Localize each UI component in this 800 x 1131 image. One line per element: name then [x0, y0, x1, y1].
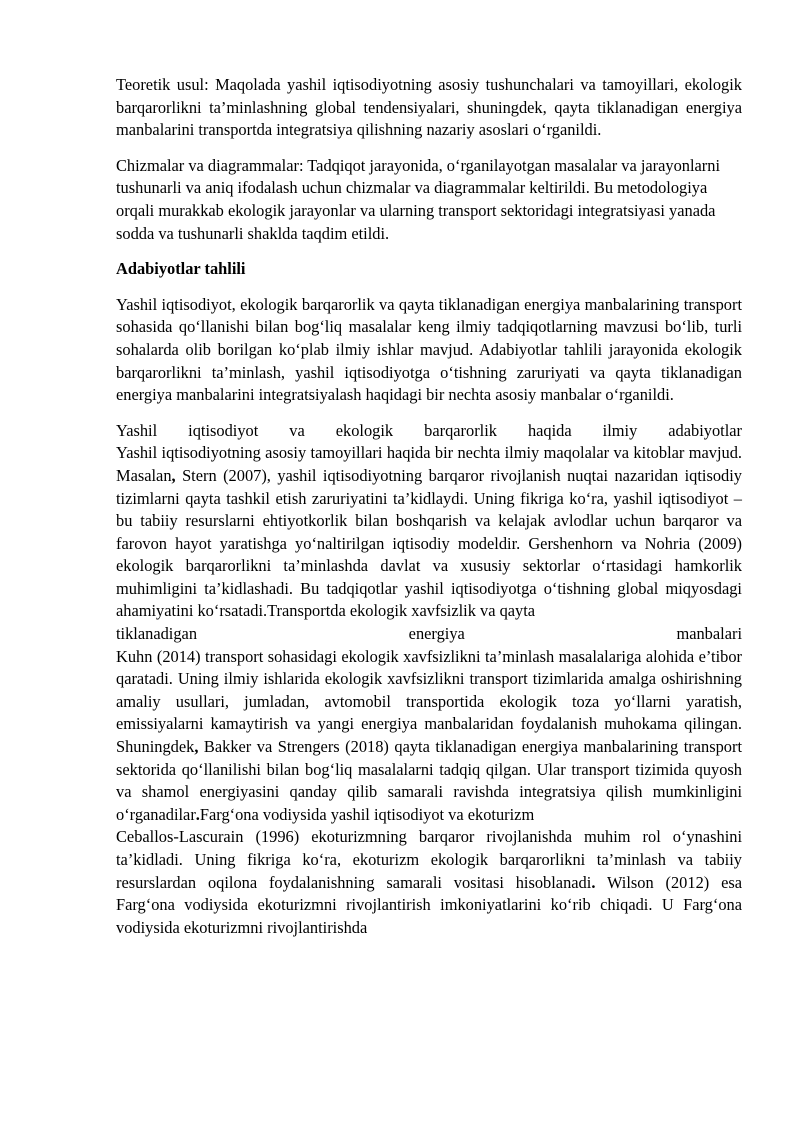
literature-text-block	[116, 442, 742, 623]
bold-comma: ,	[194, 737, 199, 757]
bold-period: .	[591, 872, 596, 892]
literature-text-block	[116, 646, 742, 827]
bold-period: .	[195, 804, 200, 824]
text-span: Yashil iqtisodiyotning asosiy tamoyillari haqida bir nechta ilmiy maqolalar va kitoblar mavjud. Masalan	[116, 443, 742, 485]
paragraph-literature-intro: Yashil iqtisodiyot, ekologik barqarorlik va qayta tiklanadigan energiya manbalarining transport sohasida qo‘llanishi bilan bog‘liq masalalar keng ilmiy tadqiqotlarning mavzusi bo‘lib, turli sohalarda olib borilgan ko‘plab ilmiy ishlar mavjud. Adabiyotlar tahlili jarayonida ekologik barqarorlikni ta’minlash, yashil iqtisodiyotga o‘tishning zaruriyati va qayta tiklanadigan energiya manbalarini integratsiyalash haqidagi bir nechta asosiy manbalar o‘rganildi.	[116, 294, 742, 405]
paragraph-theoretical-method: Teoretik usul: Maqolada yashil iqtisodiyotning asosiy tushunchalari va tamoyillari, ekologik barqarorlikni ta’minlashning global tendensiyalari, shuningdek, qayta tiklanadigan energiya manbalarini transportda integratsiya qilishning nazariy asoslari o‘rganildi.	[116, 75, 742, 140]
text-span: Bakker va Strengers (2018) qayta tiklanadigan energiya manbalarining transport sektorida qo‘llanilishi bilan bog‘liq masalalarni tadqiq qilgan. Ular transport tizimida quyosh va shamol energiyasini qanday qilib samarali ravishda integratsiya qilish mumkinligini o‘rganadilar	[116, 737, 742, 824]
section-heading: Adabiyotlar tahlili	[116, 259, 246, 279]
subheading-fergana-ecotourism: Farg‘ona vodiysida yashil iqtisodiyot va ekoturizm	[199, 804, 535, 824]
page-content	[116, 74, 742, 939]
literature-text-block	[116, 826, 742, 939]
paragraph-literature-review	[116, 420, 742, 940]
text-span: Wilson (2012) esa Farg‘ona vodiysida ekoturizmni rivojlantirish imkoniyatlarini ko‘rib chiqadi. U Farg‘ona vodiysida ekoturizmni rivojlantirishda	[116, 872, 742, 937]
bold-comma: ,	[171, 465, 176, 485]
text-span: Kuhn (2014) transport sohasidagi ekologik xavfsizlikni ta’minlash masalalariga alohida e’tibor qaratadi. Uning ilmiy ishlarida ekologik xavfsizlikni transport tizimlarida amalga oshirishning amaliy usullari, jumladan, avtomobil transportida ekologik toza yo‘llarni yaratish, emissiyalarni kamaytirish va yangi energiya manbalaridan foydalanish muhokama qilingan. Shuningdek	[116, 646, 742, 757]
subheading-transport-energy: tiklanadigan energiya manbalari	[116, 624, 742, 644]
text-span: Stern (2007), yashil iqtisodiyotning barqaror rivojlanish nuqtai nazaridan iqtisodiy tizimlarni qayta tashkil etish zaruriyatini ta’kidlaydi. Uning fikriga ko‘ra, yashil iqtisodiyot – bu tabiiy resurslarni ehtiyotkorlik bilan boshqarish va kelajak avlodlar uchun barqaror va farovon hayot yaratishga yo‘naltirilgan iqtisodiy modeldir. Gershenhorn va Nohria (2009) ekologik barqarorlikni ta’minlashda davlat va xususiy sektorlar o‘rtasidagi hamkorlik muhimligini ta’kidlashadi. Bu tadqiqotlar yashil iqtisodiyotga o‘tishning global miqyosdagi ahamiyatini ko‘rsatadi.Transportda ekologik xavfsizlik va qayta	[116, 465, 742, 621]
paragraph-charts-diagrams: Chizmalar va diagrammalar: Tadqiqot jarayonida, o‘rganilayotgan masalalar va jarayonlarni tushunarli va aniq ifodalash uchun chizmalar va diagrammalar keltirildi. Bu metodologiya orqali murakkab ekologik jarayonlar va ularning transport sektoridagi integratsiyasi yanada sodda va tushunarli shaklda taqdim etildi.	[116, 155, 721, 243]
subheading-green-economy: Yashil iqtisodiyot va ekologik barqarorlik haqida ilmiy adabiyotlar	[116, 420, 742, 440]
text-span: Ceballos-Lascurain (1996) ekoturizmning barqaror rivojlanishda muhim rol o‘ynashini ta’kidladi. Uning fikriga ko‘ra, ekoturizm ekologik barqarorlikni ta’minlash va tabiiy resurslardan oqilona foydalanishning samarali vositasi hisoblanadi	[116, 827, 742, 892]
